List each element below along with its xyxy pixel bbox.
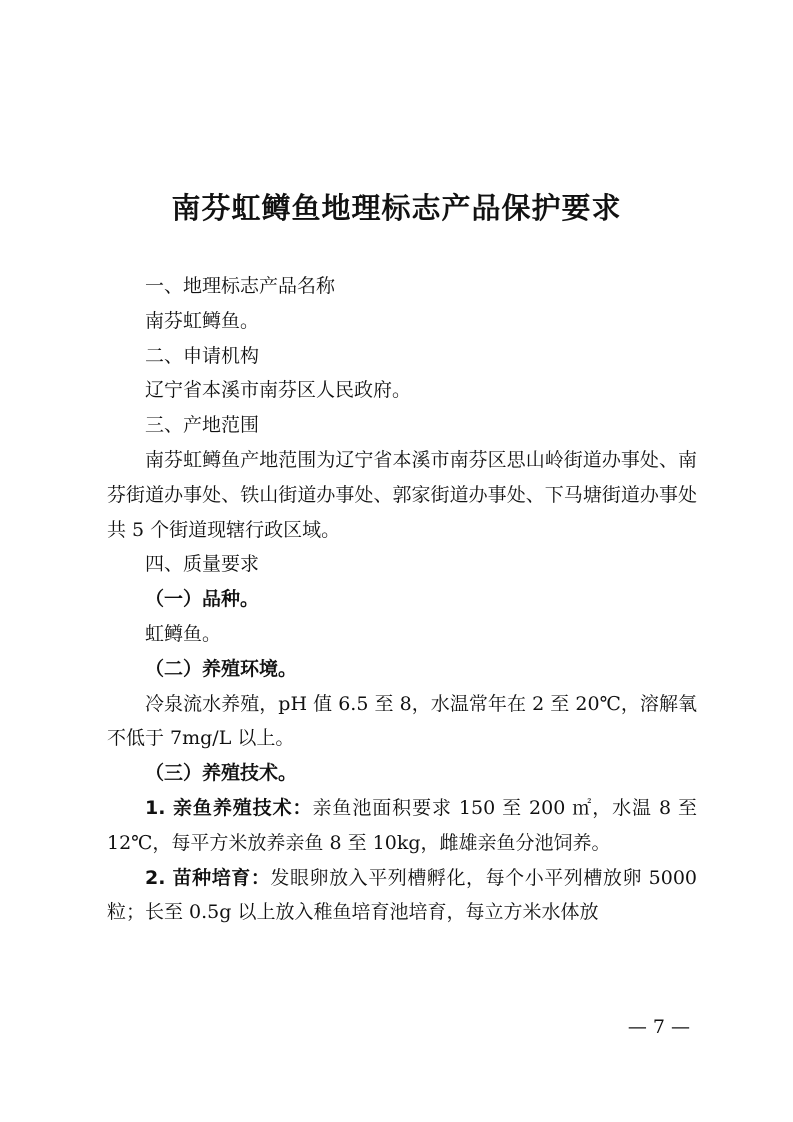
section-heading-applicant: 二、申请机构 bbox=[145, 344, 260, 367]
section-text-origin-area: 南芬虹鳟鱼产地范围为辽宁省本溪市南芬区思山岭街道办事处、南芬街道办事处、铁山街道办事处、郭家街道办事处、下马塘街道办事处共 5 个街道现辖行政区域。 bbox=[107, 448, 697, 541]
list-item-text: 发眼卵放入平列槽孵化，每个小平列槽放卵 5000 粒；长至 0.5g 以上放入稚鱼培育池培育，每立方米水体放 bbox=[107, 866, 697, 924]
document-title: 南芬虹鳟鱼地理标志产品保护要求 bbox=[171, 191, 622, 225]
list-item-label: 2. 苗种培育： bbox=[145, 866, 271, 889]
subsection-heading-technique: （三）养殖技术。 bbox=[145, 762, 298, 785]
section-heading-product-name: 一、地理标志产品名称 bbox=[145, 275, 336, 297]
document-body bbox=[107, 269, 697, 930]
page-number: — 7 — bbox=[627, 1016, 690, 1038]
section-text-applicant: 辽宁省本溪市南芬区人民政府。 bbox=[145, 379, 412, 402]
list-item-seedling bbox=[107, 861, 697, 931]
section-heading-quality: 四、质量要求 bbox=[145, 553, 260, 576]
subsection-heading-environment: （二）养殖环境。 bbox=[145, 657, 298, 680]
subsection-heading-variety: （一）品种。 bbox=[145, 588, 260, 611]
list-item-text: 亲鱼池面积要求 150 至 200 ㎡，水温 8 至 12℃，每平方米放养亲鱼 8 至 10kg，雌雄亲鱼分池饲养。 bbox=[107, 796, 697, 854]
list-item-broodstock bbox=[107, 791, 697, 861]
section-text-product-name: 南芬虹鳟鱼。 bbox=[145, 309, 260, 332]
subsection-text-environment: 冷泉流水养殖，pH 值 6.5 至 8，水温常年在 2 至 20℃，溶解氧不低于 7mg/L 以上。 bbox=[107, 692, 697, 750]
subsection-text-variety: 虹鳟鱼。 bbox=[145, 622, 222, 645]
list-item-label: 1. 亲鱼养殖技术： bbox=[145, 796, 313, 819]
section-heading-origin-area: 三、产地范围 bbox=[145, 414, 260, 437]
